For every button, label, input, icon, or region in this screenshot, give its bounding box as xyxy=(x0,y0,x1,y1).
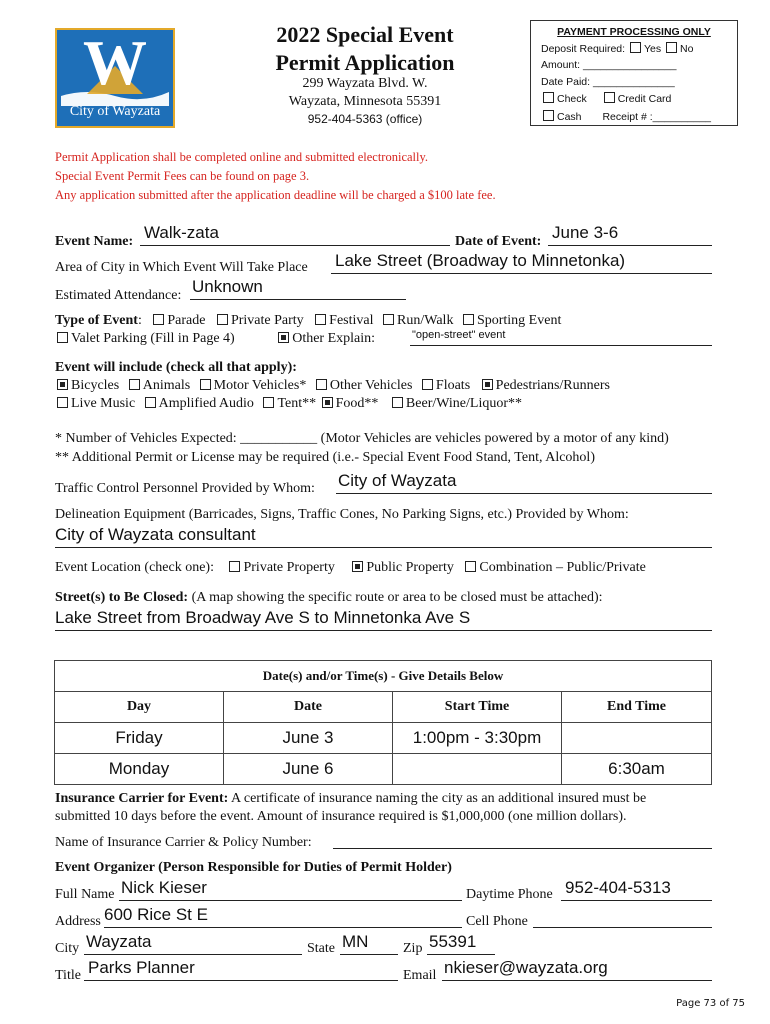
delineation-label: Delineation Equipment (Barricades, Signs, Traffic Cones, No Parking Signs, etc.) Provided by Whom: xyxy=(55,507,629,522)
include-row1 xyxy=(55,378,610,394)
yes-label: Yes xyxy=(643,43,662,55)
event-type-label: Type of Event xyxy=(55,313,138,328)
bicycles-label: Bicycles xyxy=(71,378,120,393)
attendance-field[interactable] xyxy=(190,279,406,300)
deposit-yes-checkbox[interactable] xyxy=(630,42,641,53)
title-label: Title xyxy=(55,968,81,983)
table-row xyxy=(55,754,712,785)
notice-line1: Permit Application shall be completed online and submitted electronically. xyxy=(55,150,429,164)
combination-checkbox[interactable] xyxy=(465,561,476,572)
location-label: Event Location (check one): xyxy=(55,560,214,575)
cell-phone-label: Cell Phone xyxy=(466,914,528,929)
address-value: 600 Rice St E xyxy=(104,905,208,924)
email-label: Email xyxy=(403,968,437,983)
other-checkbox[interactable] xyxy=(278,332,289,343)
area-field[interactable] xyxy=(331,253,712,274)
sporting-event-label: Sporting Event xyxy=(476,313,562,328)
credit-card-checkbox[interactable] xyxy=(604,92,615,103)
address-label: Address xyxy=(55,914,101,929)
email-field[interactable] xyxy=(442,960,712,981)
table-row xyxy=(55,723,712,754)
zip-field[interactable] xyxy=(427,934,495,955)
schedule-heading: Date(s) and/or Time(s) - Give Details Below xyxy=(55,661,712,692)
check-label: Check xyxy=(557,93,587,105)
state-value: MN xyxy=(342,932,369,951)
payment-box xyxy=(530,20,738,126)
streets-field[interactable] xyxy=(55,608,712,631)
col-date: Date xyxy=(224,692,393,723)
sporting-event-checkbox[interactable] xyxy=(463,314,474,325)
festival-label: Festival xyxy=(329,313,374,328)
tent-label: Tent** xyxy=(277,396,317,411)
schedule-table xyxy=(54,660,712,785)
row1-start[interactable]: 1:00pm - 3:30pm xyxy=(393,723,562,754)
traffic-label: Traffic Control Personnel Provided by Whom: xyxy=(55,481,315,496)
other-explain-label: Other Explain: xyxy=(292,331,376,346)
motor-vehicles-checkbox[interactable] xyxy=(200,379,211,390)
attendance-label: Estimated Attendance: xyxy=(55,288,182,303)
animals-checkbox[interactable] xyxy=(129,379,140,390)
address-line2: Wayzata, Minnesota 55391 xyxy=(288,94,442,109)
day-phone-label: Daytime Phone xyxy=(466,887,553,902)
event-name-value: Walk-zata xyxy=(144,223,219,242)
address-field[interactable] xyxy=(104,907,462,928)
public-property-checkbox[interactable] xyxy=(352,561,363,572)
motor-vehicles-label: Motor Vehicles* xyxy=(213,378,307,393)
beer-wine-checkbox[interactable] xyxy=(392,397,403,408)
credit-card-label: Credit Card xyxy=(617,93,672,105)
live-music-label: Live Music xyxy=(71,396,136,411)
page-number: Page 73 of 75 xyxy=(676,998,745,1009)
pedestrians-checkbox[interactable] xyxy=(482,379,493,390)
deposit-no-checkbox[interactable] xyxy=(666,42,677,53)
area-label: Area of City in Which Event Will Take Place xyxy=(55,260,308,275)
permit-note: ** Additional Permit or License may be required (i.e.- Special Event Food Stand, Tent, Alcohol) xyxy=(55,450,595,465)
streets-value: Lake Street from Broadway Ave S to Minnetonka Ave S xyxy=(55,608,471,627)
event-name-field[interactable] xyxy=(140,225,450,246)
city-field[interactable] xyxy=(84,934,302,955)
notice-line3: Any application submitted after the application deadline will be charged a $100 late fee. xyxy=(55,188,496,202)
private-party-label: Private Party xyxy=(230,313,304,328)
streets-row xyxy=(55,590,603,606)
other-vehicles-label: Other Vehicles xyxy=(329,378,413,393)
valet-label: Valet Parking (Fill in Page 4) xyxy=(71,331,235,346)
email-value: nkieser@wayzata.org xyxy=(444,958,608,977)
floats-checkbox[interactable] xyxy=(422,379,433,390)
live-music-checkbox[interactable] xyxy=(57,397,68,408)
event-date-label: Date of Event: xyxy=(455,234,542,249)
full-name-label: Full Name xyxy=(55,887,115,902)
streets-note: (A map showing the specific route or area to be closed must be attached): xyxy=(188,590,603,605)
valet-checkbox[interactable] xyxy=(57,332,68,343)
run-walk-label: Run/Walk xyxy=(397,313,454,328)
valet-row xyxy=(55,331,375,347)
insurance-row1 xyxy=(55,791,646,807)
insurance-text1: A certificate of insurance naming the city as an additional insured must be xyxy=(228,791,647,806)
delineation-field[interactable] xyxy=(55,525,712,548)
streets-label: Street(s) to Be Closed: xyxy=(55,590,189,605)
insurance-text2: submitted 10 days before the event. Amount of insurance required is $1,000,000 (one million dollars). xyxy=(55,809,627,824)
row2-day[interactable]: Monday xyxy=(55,754,224,785)
floats-label: Floats xyxy=(435,378,471,393)
state-label: State xyxy=(307,941,335,956)
deposit-label: Deposit Required: xyxy=(541,43,626,55)
delineation-value: City of Wayzata consultant xyxy=(55,525,256,544)
private-property-label: Private Property xyxy=(243,560,335,575)
cash-checkbox[interactable] xyxy=(543,110,554,121)
city-logo xyxy=(55,28,175,128)
address-line1: 299 Wayzata Blvd. W. xyxy=(302,76,428,91)
animals-label: Animals xyxy=(142,378,191,393)
parade-checkbox[interactable] xyxy=(153,314,164,325)
zip-value: 55391 xyxy=(429,932,477,951)
full-name-value: Nick Kieser xyxy=(121,878,207,897)
include-row2 xyxy=(55,396,522,412)
form-title-2: Permit Application xyxy=(275,50,455,75)
row2-end[interactable]: 6:30am xyxy=(562,754,712,785)
col-day: Day xyxy=(55,692,224,723)
organizer-heading: Event Organizer (Person Responsible for Duties of Permit Holder) xyxy=(55,860,452,875)
other-explain-value: "open-street" event xyxy=(412,329,506,341)
bicycles-checkbox[interactable] xyxy=(57,379,68,390)
row2-date[interactable]: June 6 xyxy=(224,754,393,785)
food-label: Food** xyxy=(335,396,379,411)
day-phone-field[interactable] xyxy=(561,880,712,901)
col-start-time: Start Time xyxy=(393,692,562,723)
title-value: Parks Planner xyxy=(88,958,195,977)
location-row xyxy=(55,560,646,576)
date-paid-line: Date Paid: ______________ xyxy=(541,76,675,88)
logo-letter: W xyxy=(83,28,147,98)
attendance-value: Unknown xyxy=(192,277,263,296)
full-name-field[interactable] xyxy=(119,880,462,901)
row1-end[interactable] xyxy=(562,723,712,754)
food-checkbox[interactable] xyxy=(322,397,333,408)
zip-label: Zip xyxy=(403,941,423,956)
private-party-checkbox[interactable] xyxy=(217,314,228,325)
city-value: Wayzata xyxy=(86,932,152,951)
combination-label: Combination – Public/Private xyxy=(479,560,646,575)
day-phone-value: 952-404-5313 xyxy=(565,878,671,897)
traffic-field[interactable] xyxy=(336,473,712,494)
event-type-colon: : xyxy=(137,313,142,328)
cash-label: Cash xyxy=(557,111,582,123)
carrier-field[interactable] xyxy=(333,834,712,849)
check-checkbox[interactable] xyxy=(543,92,554,103)
run-walk-checkbox[interactable] xyxy=(383,314,394,325)
row1-date[interactable]: June 3 xyxy=(224,723,393,754)
festival-checkbox[interactable] xyxy=(315,314,326,325)
state-field[interactable] xyxy=(340,934,398,955)
amount-line: Amount: ________________ xyxy=(541,59,677,71)
other-explain-field[interactable] xyxy=(410,331,712,346)
city-label: City xyxy=(55,941,80,956)
form-title-1: 2022 Special Event xyxy=(276,22,454,47)
logo-text: City of Wayzata xyxy=(69,104,161,119)
other-vehicles-checkbox[interactable] xyxy=(316,379,327,390)
receipt-line: Receipt # :__________ xyxy=(602,111,712,123)
event-name-label: Event Name: xyxy=(55,234,134,249)
tent-checkbox[interactable] xyxy=(263,397,274,408)
area-value: Lake Street (Broadway to Minnetonka) xyxy=(335,251,626,270)
insurance-label: Insurance Carrier for Event: xyxy=(55,791,229,806)
amplified-audio-checkbox[interactable] xyxy=(145,397,156,408)
no-label: No xyxy=(680,43,694,55)
cell-phone-field[interactable] xyxy=(533,913,712,928)
public-property-label: Public Property xyxy=(366,560,454,575)
row2-start[interactable] xyxy=(393,754,562,785)
traffic-value: City of Wayzata xyxy=(338,471,457,490)
private-property-checkbox[interactable] xyxy=(229,561,240,572)
amplified-audio-label: Amplified Audio xyxy=(158,396,254,411)
carrier-label: Name of Insurance Carrier & Policy Number: xyxy=(55,835,312,850)
vehicles-note: * Number of Vehicles Expected: ___________ (Motor Vehicles are vehicles powered by a motor of any kind) xyxy=(55,431,669,446)
pedestrians-label: Pedestrians/Runners xyxy=(495,378,610,393)
event-type-row xyxy=(55,313,561,329)
row1-day[interactable]: Friday xyxy=(55,723,224,754)
office-phone: 952-404-5363 (office) xyxy=(307,112,423,126)
title-field[interactable] xyxy=(84,960,398,981)
payment-heading: PAYMENT PROCESSING ONLY xyxy=(557,26,711,38)
include-label: Event will include (check all that apply): xyxy=(55,360,297,375)
notice-line2: Special Event Permit Fees can be found on page 3. xyxy=(55,169,310,183)
event-date-value: June 3-6 xyxy=(552,223,619,242)
col-end-time: End Time xyxy=(562,692,712,723)
parade-label: Parade xyxy=(167,313,206,328)
event-date-field[interactable] xyxy=(548,225,712,246)
beer-wine-label: Beer/Wine/Liquor** xyxy=(405,396,522,411)
